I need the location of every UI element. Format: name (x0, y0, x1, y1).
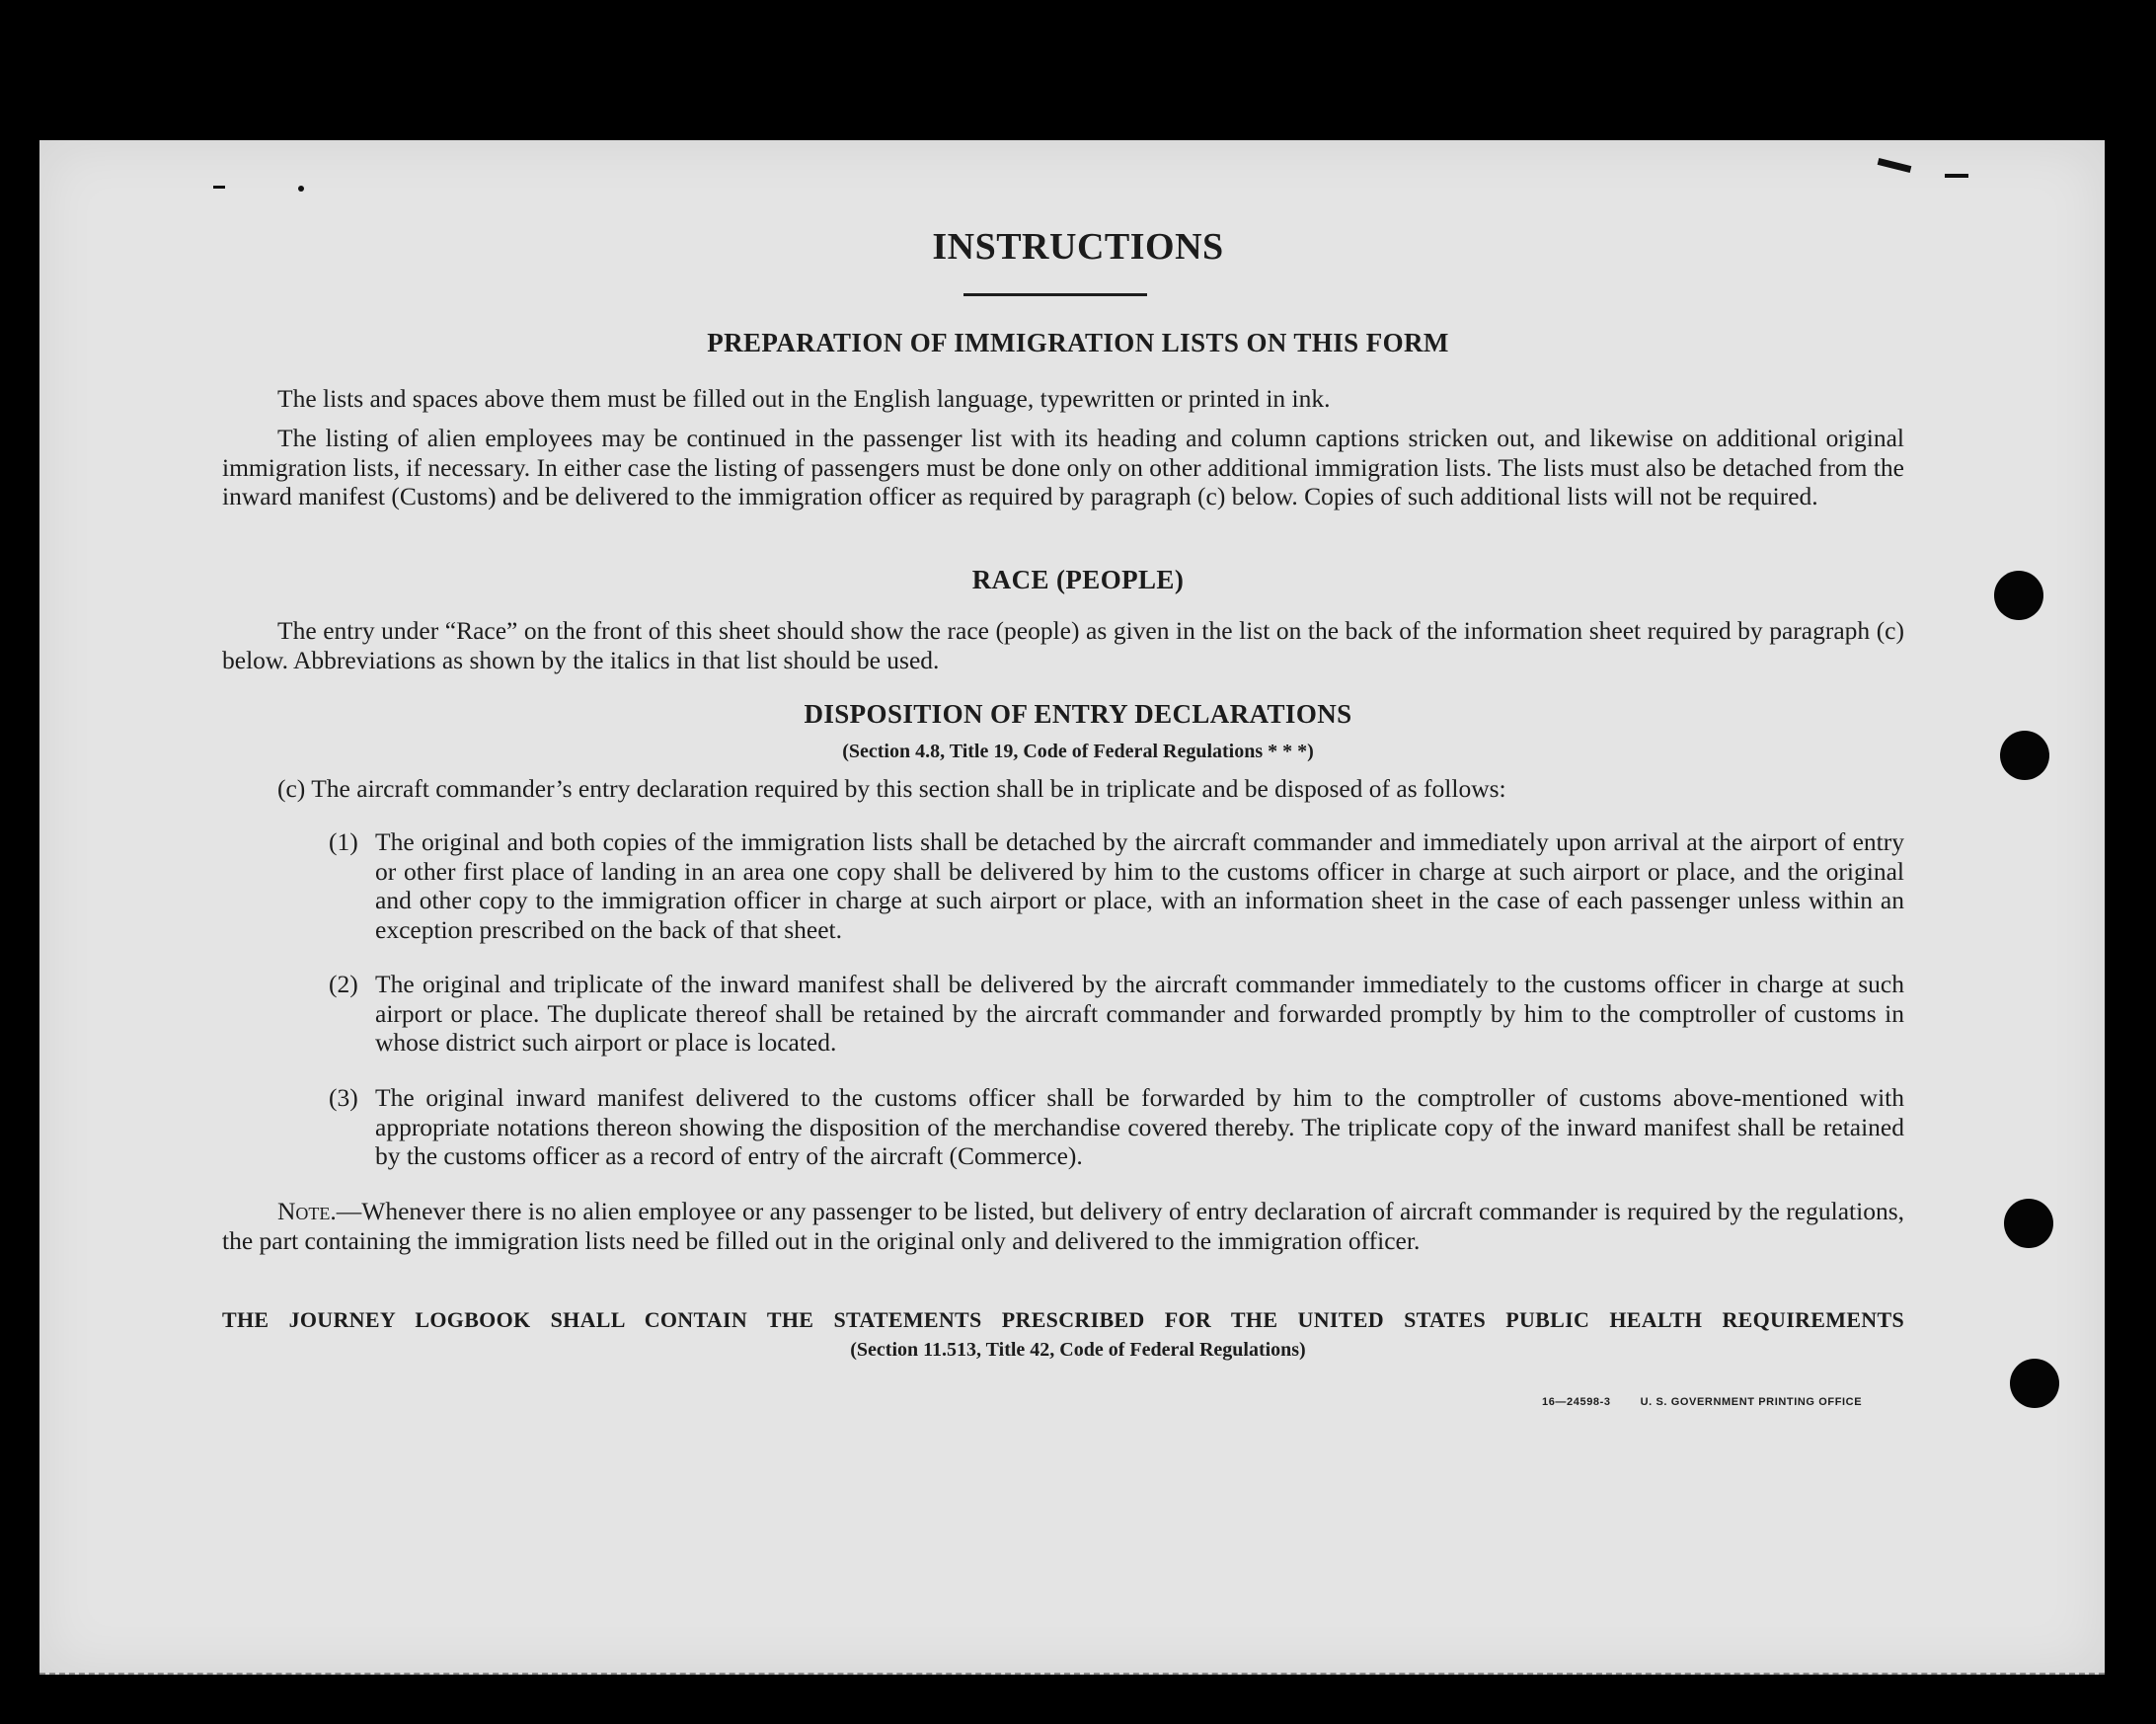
health-statement: THE JOURNEY LOGBOOK SHALL CONTAIN THE STATEMENTS PRESCRIBED FOR THE UNITED STATES PUBLIC HEALTH REQUIREMENTS (222, 1307, 1904, 1332)
form-number: 16—24598-3 (1542, 1396, 1611, 1408)
disposition-citation: (Section 4.8, Title 19, Code of Federal Regulations * * *) (842, 741, 1314, 762)
item-text: The original inward manifest delivered to the customs officer shall be forwarded by him to the comptroller of customs above-mentioned with appropriate notations thereon showing the disposition of the merchandise covered thereby. The triplicate copy of the inward manifest shall be retained by the customs officer as a record of entry of the aircraft (Commerce). (375, 1083, 1904, 1170)
disposition-item-3 (329, 1083, 1904, 1171)
scan-mark (298, 186, 304, 192)
scan-mark (1945, 174, 1968, 178)
intro-label: (c) (277, 774, 306, 803)
item-number: (2) (329, 970, 358, 998)
note-text: —Whenever there is no alien employee or any passenger to be listed, but delivery of entry declaration of aircraft commander is required by the regulations, the part containing the immigration lists need be filled out in the original only and delivered to the immigration officer. (222, 1197, 1904, 1255)
preparation-text-1: The lists and spaces above them must be filled out in the English language, typewritten or printed in ink. (277, 384, 1331, 413)
printing-office: U. S. GOVERNMENT PRINTING OFFICE (1640, 1396, 1863, 1408)
item-text: The original and triplicate of the inward manifest shall be delivered by the aircraft commander immediately to the customs officer in charge at such airport or place. The duplicate thereof shall be retained by the aircraft commander and forwarded promptly by him to the comptroller of customs in whose district such airport or place is located. (375, 970, 1904, 1057)
item-number: (3) (329, 1083, 358, 1112)
preparation-heading: PREPARATION OF IMMIGRATION LISTS ON THIS FORM (707, 328, 1449, 357)
punch-hole (2004, 1199, 2053, 1248)
title-underline (963, 293, 1147, 296)
disposition-item-2 (329, 970, 1904, 1058)
race-heading: RACE (PEOPLE) (971, 565, 1185, 594)
page-title: INSTRUCTIONS (932, 226, 1224, 268)
note-label: Note. (277, 1197, 337, 1225)
race-paragraph (222, 616, 1904, 674)
preparation-paragraph-1 (222, 384, 1904, 414)
race-text: The entry under “Race” on the front of this sheet should show the race (people) as given in the list on the back of the information sheet required by paragraph (c) below. Abbreviations as shown by the italics in that list should be used. (222, 616, 1904, 674)
punch-hole (2010, 1359, 2059, 1408)
item-number: (1) (329, 827, 358, 856)
disposition-heading: DISPOSITION OF ENTRY DECLARATIONS (804, 699, 1352, 729)
item-text: The original and both copies of the immigration lists shall be detached by the aircraft commander and immediately upon arrival at the airport of entry or other first place of landing in an area one copy shall be delivered by him to the customs officer in charge at such airport or place, and the original and other copy to the immigration officer in charge at such airport or place, with an information sheet in the case of each passenger unless within an exception prescribed on the back of that sheet. (375, 827, 1904, 944)
disposition-intro (222, 774, 1904, 804)
printer-imprint (1542, 1396, 1862, 1408)
scan-mark (1878, 158, 1912, 173)
health-citation: (Section 11.513, Title 42, Code of Federal Regulations) (850, 1339, 1306, 1361)
disposition-item-1 (329, 827, 1904, 944)
preparation-paragraph-2 (222, 424, 1904, 511)
intro-text: The aircraft commander’s entry declaration required by this section shall be in triplicate and be disposed of as follows: (311, 774, 1506, 803)
scan-mark (213, 186, 225, 189)
preparation-text-2: The listing of alien employees may be continued in the passenger list with its heading and column captions stricken out, and likewise on additional original immigration lists, if necessary. In either case the listing of passengers must be done only on other additional immigration lists. The lists must also be detached from the inward manifest (Customs) and be delivered to the immigration officer as required by paragraph (c) below. Copies of such additional lists will not be required. (222, 424, 1904, 510)
note-paragraph (222, 1197, 1904, 1255)
